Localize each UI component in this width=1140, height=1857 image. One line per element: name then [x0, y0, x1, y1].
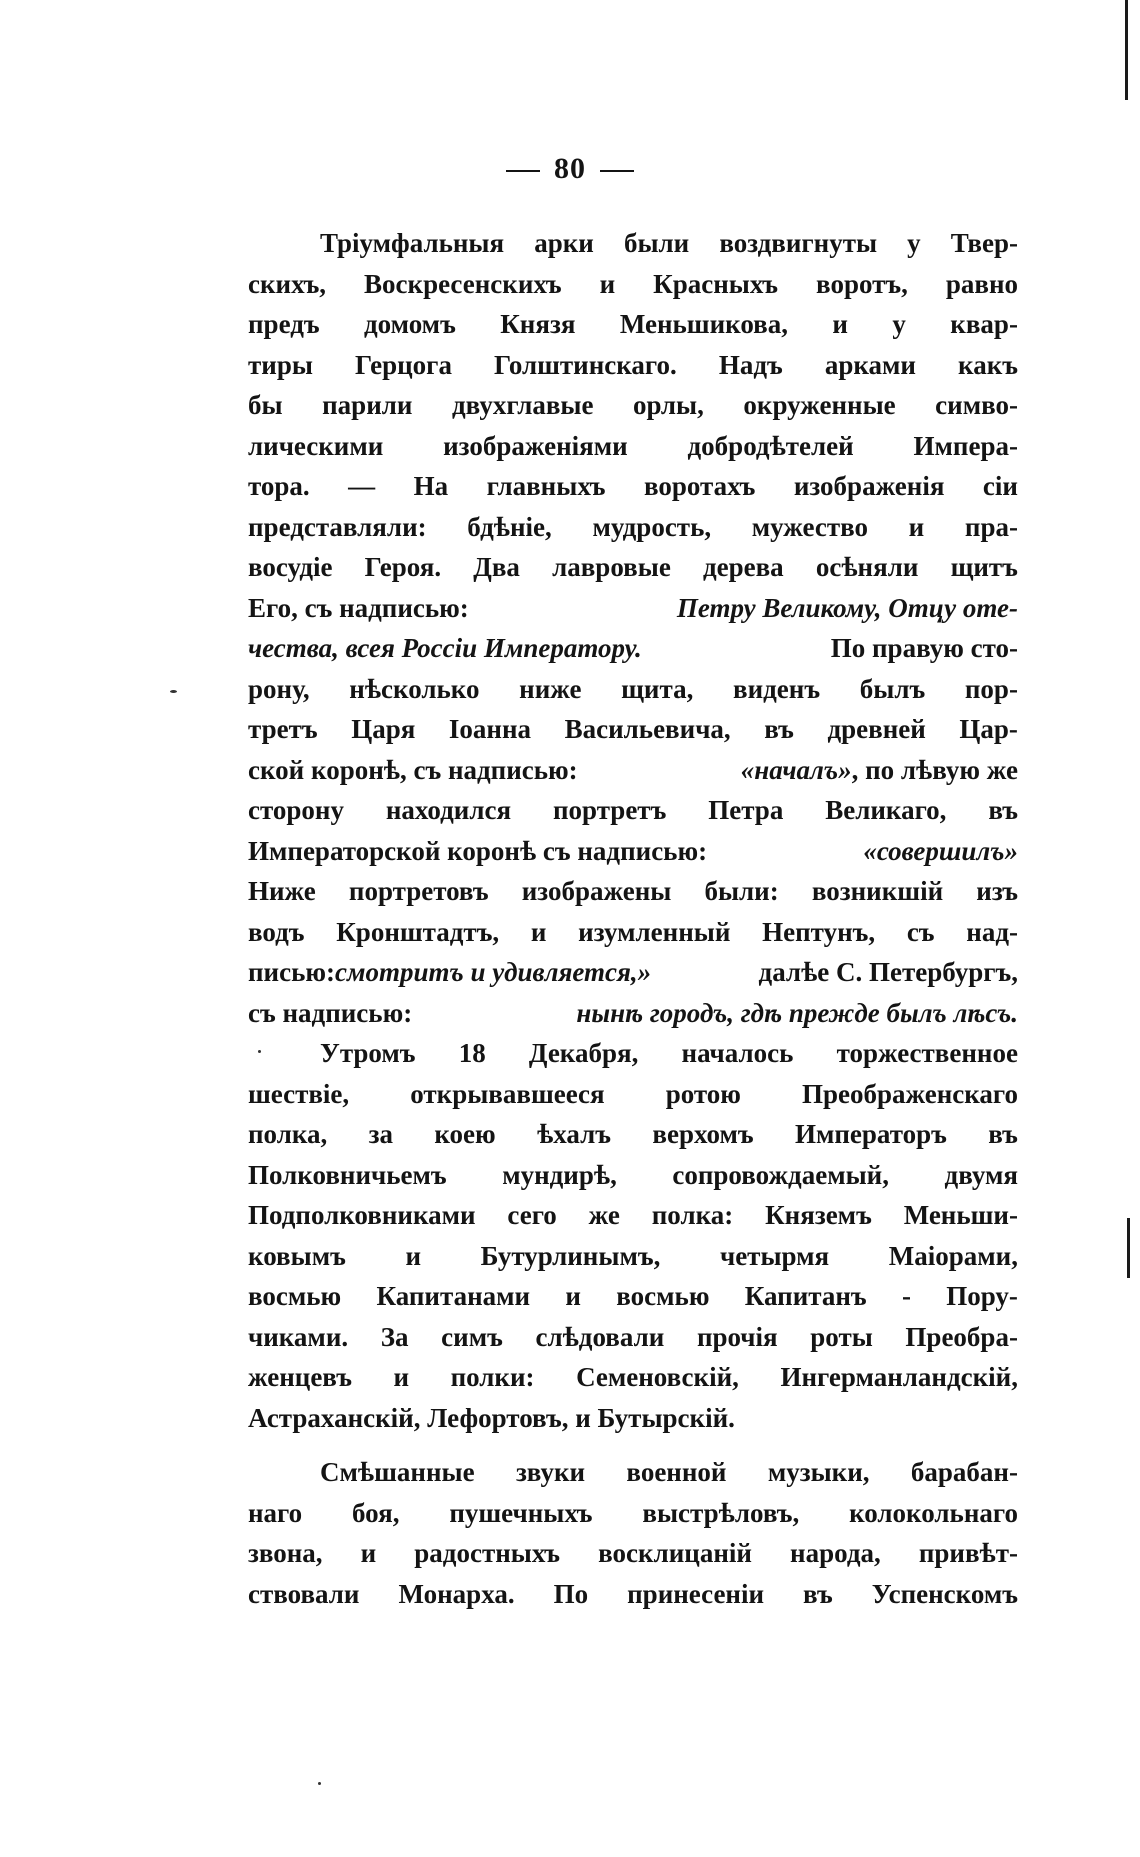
text-line: [248, 1074, 1018, 1115]
word: полка:: [651, 1200, 734, 1230]
word: Меньшикова,: [619, 309, 789, 339]
word: и: [393, 1362, 410, 1392]
italic-inscription: «началъ»: [740, 754, 852, 785]
line-text: [248, 1276, 1018, 1317]
word: Цар-: [959, 714, 1018, 744]
word: Нептунъ,: [762, 916, 876, 947]
text-line: [248, 993, 1018, 1034]
word: привѣт-: [918, 1538, 1018, 1568]
word: окруженные: [743, 390, 896, 420]
italic-inscription: смотритъ и удивляется,»: [335, 957, 652, 987]
word: восклицаній: [598, 1538, 752, 1568]
text-line: [248, 1195, 1018, 1236]
word: Великаго,: [825, 795, 947, 825]
text-line: [248, 1276, 1018, 1317]
word: воздвигнуты: [719, 228, 878, 258]
word: двухглавые: [452, 390, 594, 420]
word: началось: [681, 1038, 794, 1068]
text-line: [248, 1574, 1018, 1615]
word: двумя: [944, 1159, 1018, 1190]
word: представляли:: [248, 511, 427, 542]
word: полка,: [248, 1119, 328, 1149]
text-line: [248, 1357, 1018, 1398]
italic-inscription: Петру Великому, Отцу оте-: [676, 592, 1018, 623]
line-text: [248, 1114, 1018, 1155]
word: Петра: [708, 795, 784, 825]
word: мудрость,: [592, 511, 712, 542]
word: Подполковниками: [248, 1200, 476, 1230]
word: изображеніями: [443, 430, 628, 461]
paragraph-gap: [248, 1438, 1018, 1452]
dash-right: [600, 170, 634, 172]
word: барабан-: [910, 1457, 1018, 1487]
line-text: По правую сто-: [830, 633, 1018, 663]
word: Герцога: [355, 349, 452, 380]
page-number-value: 80: [554, 152, 586, 185]
text-line: [248, 385, 1018, 426]
word: возникшій: [811, 876, 944, 906]
word: тиры: [248, 349, 313, 380]
text-line: [248, 1236, 1018, 1277]
word: Преобра-: [905, 1321, 1018, 1352]
word: Ниже: [248, 876, 316, 906]
word: же: [588, 1200, 620, 1230]
word: Семеновскій,: [576, 1362, 739, 1392]
line-text: [248, 385, 1018, 426]
line-text: [320, 223, 1018, 264]
word: виденъ: [733, 673, 821, 704]
word: Преображенскаго: [801, 1078, 1018, 1109]
word: пор-: [964, 673, 1018, 704]
line-text: далѣе С. Петербургъ,: [758, 957, 1018, 987]
line-text: [248, 466, 1018, 507]
word: щитъ: [950, 552, 1018, 582]
word: колокольнаго: [849, 1497, 1018, 1528]
text-line: [248, 750, 1018, 791]
word: женцевъ: [248, 1362, 352, 1392]
word: Васильевича,: [564, 714, 731, 744]
word: воротахъ: [643, 471, 756, 501]
word: Княземъ: [765, 1200, 872, 1230]
word: Смѣшанные: [320, 1457, 475, 1487]
line-text: [248, 1493, 1018, 1534]
word: изображены: [521, 876, 672, 906]
word: находился: [385, 795, 512, 825]
text-line: [248, 790, 1018, 831]
word: Меньши-: [903, 1200, 1018, 1230]
word: лическими: [248, 430, 384, 461]
word: полки:: [450, 1362, 535, 1392]
italic-inscription: чества, всея Россіи Императору.: [248, 633, 642, 663]
word: Пору-: [946, 1281, 1018, 1311]
line-text: [248, 345, 1018, 386]
word: и: [405, 1240, 422, 1271]
text-line: [248, 1452, 1018, 1493]
word: Кронштадтъ,: [336, 916, 500, 947]
word: симъ: [441, 1321, 503, 1352]
word: Утромъ: [320, 1038, 416, 1068]
word: портретъ: [553, 795, 667, 825]
line-text: [248, 426, 1018, 467]
word: 18: [458, 1038, 486, 1068]
text-line: [248, 304, 1018, 345]
body-text: [248, 223, 1018, 1614]
line-text: [248, 1317, 1018, 1358]
word: арками: [824, 349, 916, 380]
word: сторону: [248, 795, 344, 825]
word: и: [360, 1538, 377, 1568]
word: Твер-: [950, 228, 1018, 258]
word: сего: [507, 1200, 557, 1230]
word: Импера-: [913, 430, 1018, 461]
word: Маіорами,: [888, 1240, 1018, 1271]
line-text: [248, 1074, 1018, 1115]
line-text: [248, 669, 1018, 710]
word: и: [565, 1281, 581, 1311]
word: Капитанами: [376, 1281, 531, 1311]
line-text: [248, 304, 1018, 345]
word: Красныхъ: [653, 268, 779, 299]
word: парили: [322, 390, 413, 420]
word: шествіе,: [248, 1078, 350, 1109]
word: нѣсколько: [349, 673, 480, 704]
word: Надъ: [718, 349, 783, 380]
word: —: [348, 471, 376, 501]
line-text: [248, 1195, 1018, 1236]
word: Героя.: [364, 552, 442, 582]
word: Полковничьемъ: [248, 1159, 447, 1190]
text-line: [248, 345, 1018, 386]
text-line: [248, 628, 1018, 669]
scan-edge-mark: [1127, 1218, 1130, 1278]
word: ствовали: [248, 1578, 360, 1609]
line-text: [248, 709, 1018, 750]
text-line: [248, 223, 1018, 264]
line-text: Его, съ надписью:: [248, 592, 469, 623]
line-text: [248, 1357, 1018, 1398]
word: ротою: [665, 1078, 741, 1109]
word: въ: [988, 1119, 1018, 1149]
text-line: [248, 669, 1018, 710]
word: военной: [626, 1457, 727, 1487]
text-line: [248, 1493, 1018, 1534]
word: музыки,: [767, 1457, 870, 1487]
word: бдѣніе,: [467, 511, 552, 542]
word: домомъ: [364, 309, 456, 339]
word: съ: [906, 916, 935, 947]
line-text: [248, 1155, 1018, 1196]
text-line: [248, 709, 1018, 750]
word: По: [553, 1578, 589, 1609]
line-text: [248, 1533, 1018, 1574]
line-text: [248, 1236, 1018, 1277]
word: третъ: [248, 714, 318, 744]
word: въ: [803, 1578, 833, 1609]
word: верхомъ: [652, 1119, 754, 1149]
word: были: [623, 228, 690, 258]
word: звона,: [248, 1538, 323, 1568]
word: арки: [534, 228, 594, 258]
text-line: [248, 1398, 1018, 1439]
text-line: [248, 1114, 1018, 1155]
word: На: [413, 471, 449, 501]
text-line: [248, 588, 1018, 629]
text-line: [248, 871, 1018, 912]
word: главныхъ: [486, 471, 606, 501]
word: Князя: [500, 309, 576, 339]
word: Іоанна: [448, 714, 532, 744]
word: ѣхалъ: [537, 1119, 612, 1149]
word: водъ: [248, 916, 305, 947]
line-text: съ надписью:: [248, 997, 413, 1028]
italic-inscription: нынѣ городъ, гдѣ прежде былъ лѣсъ.: [576, 997, 1018, 1028]
word: у: [892, 309, 906, 339]
word: восудіе: [248, 552, 333, 582]
word: открывавшееся: [410, 1078, 605, 1109]
line-text: [248, 547, 1018, 588]
word: над-: [966, 916, 1018, 947]
text-line: [248, 426, 1018, 467]
text-line: [248, 1533, 1018, 1574]
text-line: [248, 831, 1018, 872]
text-line: [248, 1317, 1018, 1358]
word: слѣдовали: [535, 1321, 665, 1352]
text-line: [248, 952, 1018, 993]
word: выстрѣловъ,: [642, 1497, 800, 1528]
line-text: [248, 264, 1018, 305]
line-text: , по лѣвую же: [851, 754, 1018, 785]
scan-speck: [318, 1782, 321, 1785]
word: Капитанъ: [744, 1281, 867, 1311]
text-line: [248, 507, 1018, 548]
word: Императоръ: [794, 1119, 947, 1149]
word: осѣняли: [815, 552, 919, 582]
text-line: [248, 1033, 1018, 1074]
scan-edge-mark: [1125, 0, 1128, 100]
text-line: [248, 466, 1018, 507]
word: квар-: [950, 309, 1018, 339]
word: пра-: [964, 511, 1018, 542]
word: Тріумфальныя: [320, 228, 505, 258]
line-text: ской коронѣ, съ надписью:: [248, 754, 578, 785]
word: изумленный: [578, 916, 731, 947]
word: боя,: [351, 1497, 400, 1528]
word: равно: [945, 268, 1018, 299]
text-line: [248, 264, 1018, 305]
word: роты: [810, 1321, 873, 1352]
word: у: [907, 228, 921, 258]
word: четырмя: [719, 1240, 830, 1271]
scan-speck: [170, 690, 177, 693]
word: и: [908, 511, 925, 542]
line-text: [248, 507, 1018, 548]
word: Успенскомъ: [871, 1578, 1018, 1609]
word: въ: [988, 795, 1018, 825]
word: и: [832, 309, 848, 339]
text-line: [248, 547, 1018, 588]
word: сіи: [982, 471, 1018, 501]
word: за: [368, 1119, 393, 1149]
word: Бутурлинымъ,: [480, 1240, 661, 1271]
word: былъ: [859, 673, 926, 704]
word: коею: [434, 1119, 496, 1149]
word: бы: [248, 390, 283, 420]
word: ковымъ: [248, 1240, 346, 1271]
word: были:: [704, 876, 779, 906]
word: тора.: [248, 471, 310, 501]
word: дерева: [702, 552, 784, 582]
line-text: [320, 1452, 1018, 1493]
word: пушечныхъ: [449, 1497, 593, 1528]
dash-left: [506, 170, 540, 172]
word: предъ: [248, 309, 320, 339]
text-line: [248, 1155, 1018, 1196]
word: прочія: [696, 1321, 778, 1352]
word: принесеніи: [627, 1578, 765, 1609]
word: восмью: [248, 1281, 342, 1311]
word: симво-: [935, 390, 1018, 420]
word: сопровождаемый,: [672, 1159, 889, 1190]
word: скихъ,: [248, 268, 327, 299]
word: какъ: [958, 349, 1018, 380]
word: добродѣтелей: [687, 430, 854, 461]
word: торжественное: [836, 1038, 1018, 1068]
word: воротъ,: [816, 268, 908, 299]
line-text: [248, 790, 1018, 831]
word: Воскресенскихъ: [364, 268, 562, 299]
word: восмью: [616, 1281, 710, 1311]
word: Декабря,: [528, 1038, 639, 1068]
word: За: [380, 1321, 409, 1352]
word: орлы,: [633, 390, 704, 420]
italic-inscription: «совершилъ»: [863, 835, 1018, 866]
line-text: [248, 912, 1018, 953]
word: изъ: [976, 876, 1018, 906]
word: Царя: [351, 714, 416, 744]
word: мужество: [751, 511, 868, 542]
line-text: писью:: [248, 957, 335, 987]
page-number: [0, 152, 1140, 186]
word: лавровые: [552, 552, 671, 582]
line-text: Астраханскій, Лефортовъ, и Бутырскій.: [248, 1402, 735, 1433]
word: Голштинскаго.: [494, 349, 677, 380]
word: древней: [827, 714, 926, 744]
word: народа,: [790, 1538, 881, 1568]
word: портретовъ: [348, 876, 489, 906]
word: мундирѣ,: [502, 1159, 617, 1190]
word: звуки: [515, 1457, 586, 1487]
word: щита,: [621, 673, 694, 704]
word: наго: [248, 1497, 303, 1528]
line-text: Императорской коронѣ съ надписью:: [248, 835, 708, 866]
line-text: [248, 1574, 1018, 1615]
line-text: [320, 1033, 1018, 1074]
word: и: [599, 268, 616, 299]
word: и: [530, 916, 547, 947]
word: -: [901, 1281, 911, 1311]
word: въ: [764, 714, 794, 744]
word: рону,: [248, 673, 310, 704]
word: чиками.: [248, 1321, 349, 1352]
word: радостныхъ: [414, 1538, 561, 1568]
text-line: [248, 912, 1018, 953]
word: Ингерманландскій,: [780, 1362, 1018, 1392]
word: изображенія: [793, 471, 945, 501]
word: Монарха.: [398, 1578, 515, 1609]
line-text: [248, 871, 1018, 912]
word: ниже: [519, 673, 582, 704]
word: Два: [473, 552, 520, 582]
